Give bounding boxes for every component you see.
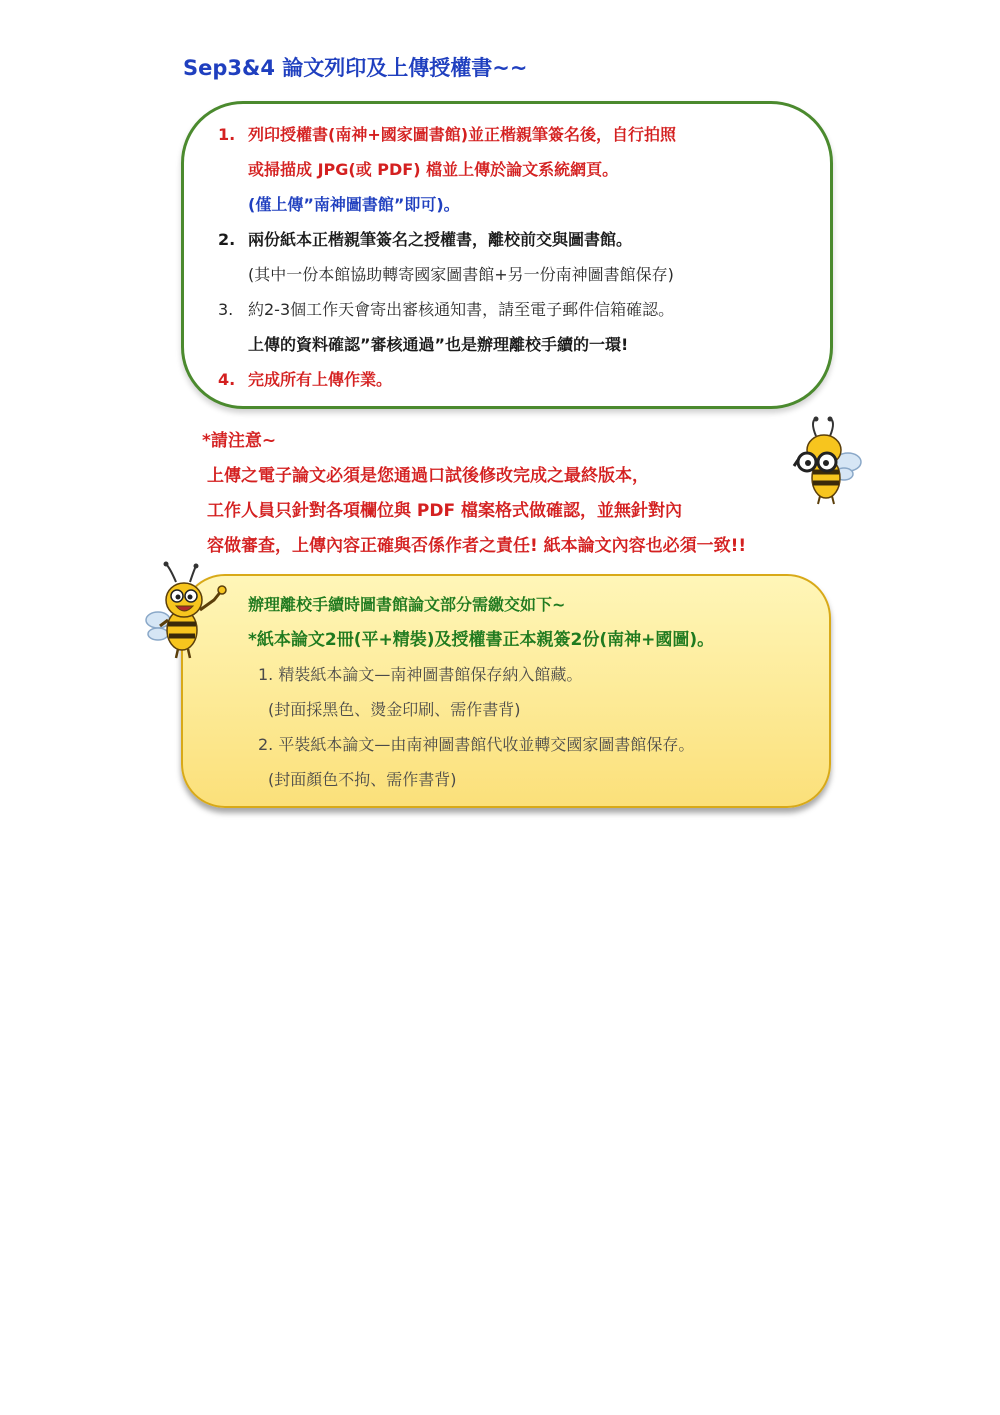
page-title: Sep3&4 論文列印及上傳授權書~~ bbox=[183, 56, 528, 80]
step-3-line-2: 上傳的資料確認”審核通過”也是辦理離校手續的一環! bbox=[248, 335, 629, 354]
step-2-number: 2. bbox=[218, 230, 236, 249]
bee-with-glasses-icon bbox=[786, 416, 866, 508]
step-1-line-3: (僅上傳”南神圖書館”即可)。 bbox=[248, 195, 460, 214]
step-3-line-1: 約2-3個工作天會寄出審核通知書，請至電子郵件信箱確認。 bbox=[248, 300, 675, 319]
step-1-number: 1. bbox=[218, 125, 236, 144]
notice-line-3: 容做審查，上傳內容正確與否係作者之責任! 紙本論文內容也必須一致!! bbox=[207, 536, 747, 556]
submission-item-1-note: (封面採黑色、燙金印刷、需作書背) bbox=[268, 700, 521, 719]
notice-title: *請注意~ bbox=[202, 431, 277, 451]
submission-item-2: 2. 平裝紙本論文—由南神圖書館代收並轉交國家圖書館保存。 bbox=[258, 735, 695, 754]
step-2-line-2: (其中一份本館協助轉寄國家圖書館+另一份南神圖書館保存) bbox=[248, 265, 674, 284]
notice-line-1: 上傳之電子論文必須是您通過口試後修改完成之最終版本， bbox=[207, 466, 649, 486]
step-4-line-1: 完成所有上傳作業。 bbox=[248, 370, 393, 389]
step-1-line-1: 列印授權書(南神+國家圖書館)並正楷親筆簽名後，自行拍照 bbox=[248, 125, 677, 144]
submission-item-2-note: (封面顏色不拘、需作書背) bbox=[268, 770, 457, 789]
step-1-line-2: 或掃描成 JPG(或 PDF) 檔並上傳於論文系統網頁。 bbox=[248, 160, 619, 179]
notice-line-2: 工作人員只針對各項欄位與 PDF 檔案格式做確認，並無針對內 bbox=[207, 501, 683, 521]
submission-item-1: 1. 精裝紙本論文—南神圖書館保存納入館藏。 bbox=[258, 665, 583, 684]
step-3-number: 3. bbox=[218, 300, 234, 319]
upload-steps-box bbox=[181, 101, 833, 409]
submission-heading: 辦理離校手續時圖書館論文部分需繳交如下~ bbox=[248, 595, 566, 614]
step-4-number: 4. bbox=[218, 370, 236, 389]
step-2-line-1: 兩份紙本正楷親筆簽名之授權書，離校前交與圖書館。 bbox=[248, 230, 633, 249]
submission-summary: *紙本論文2冊(平+精裝)及授權書正本親簽2份(南神+國圖)。 bbox=[248, 630, 715, 650]
waving-bee-icon bbox=[140, 560, 230, 664]
